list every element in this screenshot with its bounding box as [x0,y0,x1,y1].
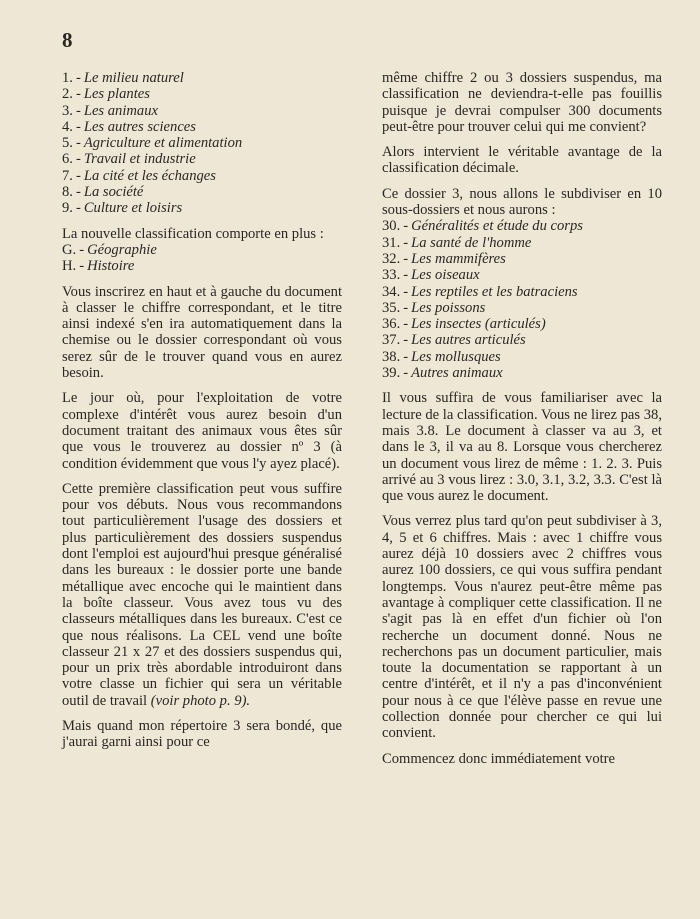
list-item: 3. - Les animaux [62,102,159,119]
list-item: 38. - Les mollusques [382,348,501,365]
list-item: 8. - La société [62,184,144,201]
list-item: 4. - Les autres sciences [62,118,196,135]
list-item: H. - Histoire [62,258,135,275]
paragraph: même chiffre 2 ou 3 dossiers suspendus, ma classification ne deviendra-t-elle pas fouillis puisque je devrai compulser 300 documents peut-être pour trouver celui qui me convient? [382,70,662,135]
paragraph-text: Cette première classification peut vous suffire pour vos débuts. Nous vous recommandons tout particulièrement l'usage des dossiers et plus particulièrement des dossiers suspendus dont l'emploi est aujourd'hui presque généralisé dans les bureaux : le dossier porte une bande métallique avec encoche qui le maintient dans la boîte classeur. Vous avez tous vu des classeurs métalliques dans les bureaux. C'est ce que nous réalisons. La CEL vend une boîte classeur 21 x 27 et des dossiers suspendus qui, pour un prix très abordable introduiront dans votre classe un fichier qui sera un véritable outil de travail [62,480,342,709]
paragraph [62,481,342,709]
main-classification-list [62,70,342,217]
list-item: 1. - Le milieu naturel [62,70,184,86]
list-item: 5. - Agriculture et alimentation [62,135,243,152]
paragraph: Mais quand mon répertoire 3 sera bondé, que j'aurai garni ainsi pour ce [62,717,342,751]
paragraph: Le jour où, pour l'exploitation de votre complexe d'intérêt vous aurez besoin d'un document traitant des animaux vous êtes sûr que vous le trouverez au dossier nº 3 (à condition évidemment que vous l'y ayez placé). [62,390,342,472]
left-column [62,70,342,760]
paragraph: Il vous suffira de vous familiariser avec la lecture de la classification. Vous ne lirez pas 38, mais 3.8. Le document à classer va au 3, et dans le 3, il va au 8. Lorsque vous chercherez un document vous lirez de même : 1. 2. 3. Puis arrivé au 3 vous lirez : 3.0, 3.1, 3.2, 3.3. C'est là que vous aurez le document. [382,390,662,505]
right-column [382,70,662,776]
list-item: 37. - Les autres articulés [382,332,526,349]
photo-reference: (voir photo p. 9). [150,692,251,709]
paragraph: La nouvelle classification comporte en plus : [62,225,324,242]
paragraph: Vous verrez plus tard qu'on peut subdiviser à 3, 4, 5 et 6 chiffres. Mais : avec 1 chiffre vous aurez déjà 10 dossiers avec 2 chiffres vous aurez 100 dossiers, ce qui vous suffira pendant longtemps. Vous n'aurez peut-être même pas avantage à compliquer cette classification. Il ne s'agit pas là en effet d'un fichier où l'on recherche un document donné. Nous ne recherchons pas un document particulier, mais toute la documentation se rapportant à un centre d'intérêt, et il n'y a pas d'inconvénient pour nous à ce que l'élève passe en revue une collection donnée pour chercher ce qui lui convient. [382,513,662,742]
list-item: 39. - Autres animaux [382,365,503,382]
list-item: 31. - La santé de l'homme [382,234,532,251]
list-item: 34. - Les reptiles et les batraciens [382,283,578,300]
list-item: 7. - La cité et les échanges [62,167,216,184]
list-item: 35. - Les poissons [382,299,486,316]
list-item: 30. - Généralités et étude du corps [382,218,583,235]
list-item: 36. - Les insectes (articulés) [382,316,546,333]
list-item: 6. - Travail et industrie [62,151,196,168]
paragraph: Alors intervient le véritable avantage de la classification décimale. [382,144,662,177]
paragraph: Ce dossier 3, nous allons le subdiviser en 10 sous-dossiers et nous aurons : [382,185,662,219]
list-item: G. - Géographie [62,241,157,258]
paragraph: Commencez donc immédiatement votre [382,750,616,767]
list-item: 9. - Culture et loisirs [62,200,183,217]
page-number: 8 [62,28,73,52]
list-item: 2. - Les plantes [62,86,150,103]
subdivision-list [382,218,662,381]
additional-classification-list [62,242,342,275]
list-item: 33. - Les oiseaux [382,267,480,284]
list-item: 32. - Les mammifères [382,250,506,267]
paragraph: Vous inscrirez en haut et à gauche du document à classer le chiffre correspondant, et le titre ainsi indexé s'en ira automatiquement dans la chemise ou le dossier correspondant où vous serez sûr de le trouver quand vous en aurez besoin. [62,283,342,382]
